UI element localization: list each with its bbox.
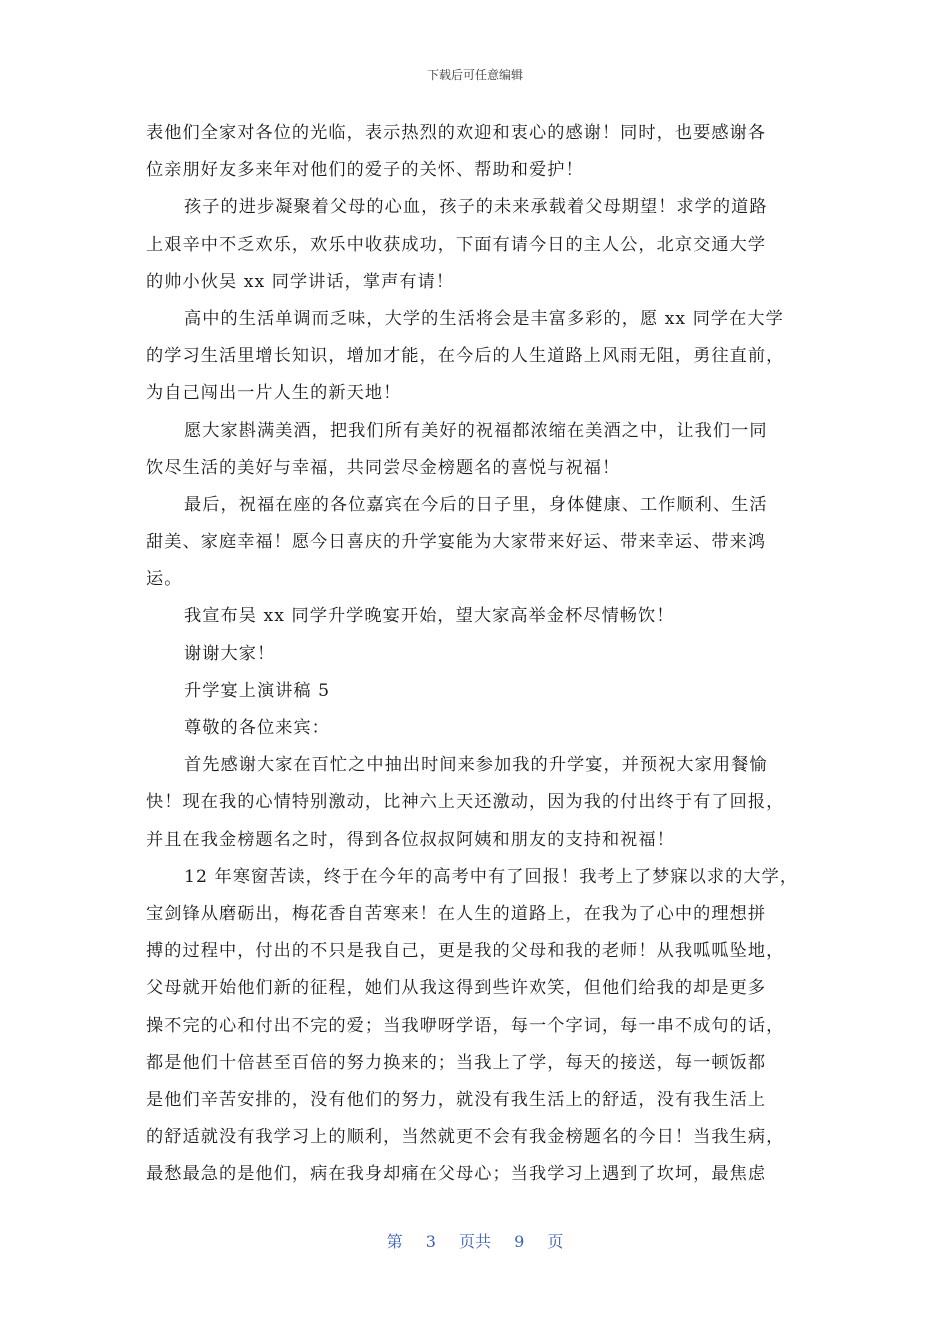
footer-suffix: 页: [547, 1232, 564, 1251]
text-line: 宝剑锋从磨砺出，梅花香自苦寒来！在人生的道路上，在我为了心中的理想拼: [146, 903, 767, 924]
text-line: 我宣布吴 xx 同学升学晚宴开始，望大家高举金杯尽情畅饮！: [184, 606, 675, 627]
page-header: 下载后可任意编辑: [426, 68, 523, 82]
total-pages-number: 9: [514, 1232, 525, 1251]
text-line: 的学习生活里增长知识，增加才能，在今后的人生道路上风雨无阻，勇往直前，: [146, 346, 785, 367]
footer-prefix: 第: [386, 1232, 403, 1251]
text-line: 最后，祝福在座的各位嘉宾在今后的日子里，身体健康、工作顺利、生活: [184, 494, 768, 515]
text-line: 谢谢大家！: [184, 643, 276, 664]
text-line: 饮尽生活的美好与幸福，共同尝尽金榜题名的喜悦与祝福！: [146, 457, 621, 478]
page-footer: [0, 1229, 950, 1252]
salutation: 尊敬的各位来宾：: [184, 718, 330, 738]
current-page-number: 3: [425, 1232, 436, 1251]
text-line: 愿大家斟满美酒，把我们所有美好的祝福都浓缩在美酒之中，让我们一同: [184, 420, 768, 441]
text-line: 为自己闯出一片人生的新天地！: [146, 383, 402, 404]
text-line: 的帅小伙吴 xx 同学讲话，掌声有请！: [146, 271, 455, 292]
text-line: 搏的过程中，付出的不只是我自己，更是我的父母和我的老师！从我呱呱坠地，: [146, 941, 785, 962]
text-line: 操不完的心和付出不完的爱；当我咿呀学语，每一个字词，每一串不成句的话，: [146, 1015, 785, 1036]
footer-middle: 页共: [458, 1232, 491, 1251]
text-line: 并且在我金榜题名之时，得到各位叔叔阿姨和朋友的支持和祝福！: [146, 829, 675, 850]
text-line: 父母就开始他们新的征程，她们从我这得到些许欢笑，但他们给我的却是更多: [146, 978, 767, 999]
text-line: 快！现在我的心情特别激动，比神六上天还激动，因为我的付出终于有了回报，: [146, 792, 785, 813]
text-line: 甜美、家庭幸福！愿今日喜庆的升学宴能为大家带来好运、带来幸运、带来鸿: [146, 532, 767, 553]
section-title: 升学宴上演讲稿 5: [184, 680, 331, 701]
text-line: 是他们辛苦安排的，没有他们的努力，就没有我生活上的舒适，没有我生活上: [146, 1089, 767, 1110]
text-line: 上艰辛中不乏欢乐，欢乐中收获成功，下面有请今日的主人公，北京交通大学: [146, 234, 767, 255]
text-line: 12 年寒窗苦读，终于在今年的高考中有了回报！我考上了梦寐以求的大学，: [184, 866, 799, 887]
text-line: 最愁最急的是他们，病在我身却痛在父母心；当我学习上遇到了坎坷，最焦虑: [146, 1164, 767, 1185]
document-body: [146, 115, 806, 1193]
text-line: 高中的生活单调而乏味，大学的生活将会是丰富多彩的，愿 xx 同学在大学: [184, 308, 784, 329]
text-line: 位亲朋好友多来年对他们的爱子的关怀、帮助和爱护！: [146, 160, 584, 181]
text-line: 都是他们十倍甚至百倍的努力换来的；当我上了学，每天的接送，每一顿饭都: [146, 1052, 767, 1073]
text-line: 表他们全家对各位的光临，表示热烈的欢迎和衷心的感谢！同时，也要感谢各: [146, 123, 767, 143]
text-line: 的舒适就没有我学习上的顺利，当然就更不会有我金榜题名的今日！当我生病，: [146, 1127, 785, 1148]
text-line: 运。: [146, 569, 183, 590]
text-line: 首先感谢大家在百忙之中抽出时间来参加我的升学宴，并预祝大家用餐愉: [184, 755, 768, 776]
text-line: 孩子的进步凝聚着父母的心血，孩子的未来承载着父母期望！求学的道路: [184, 197, 768, 218]
